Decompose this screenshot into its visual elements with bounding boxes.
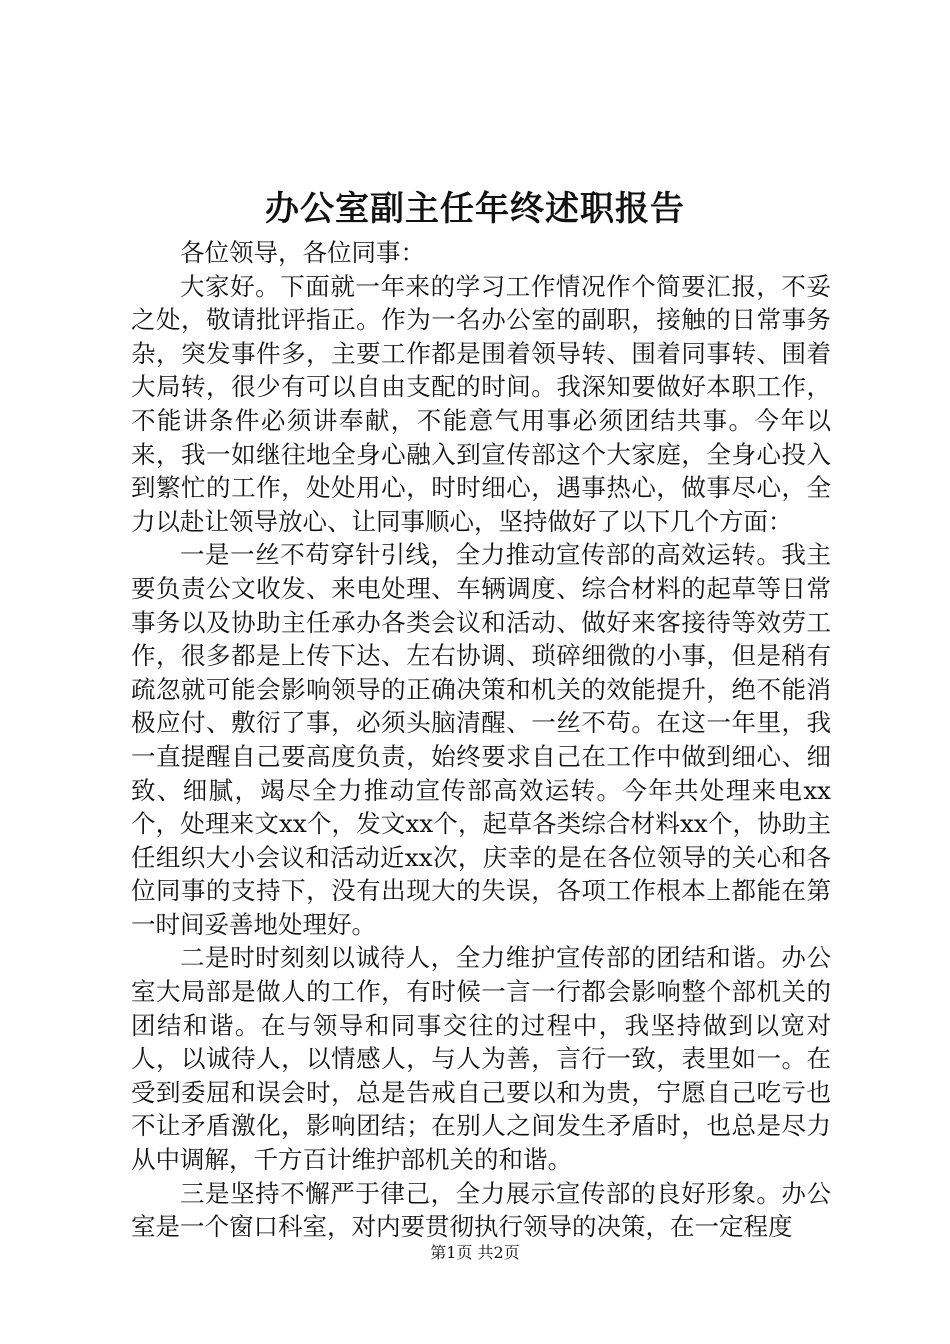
body-paragraph: 二是时时刻刻以诚待人，全力维护宣传部的团结和谐。办公室大局部是做人的工作，有时候一言一行都会影响整个部机关的团结和谐。在与领导和同事交往的过程中，我坚持做到以宽对人，以诚待人，以情感人，与人为善，言行一致，表里如一。在受到委屈和误会时，总是告戒自己要以和为贵，宁愿自己吃亏也不让矛盾激化，影响团结；在别人之间发生矛盾时，也总是尽力从中调解，千方百计维护部机关的和谐。 [131,943,831,1175]
body-paragraph: 三是坚持不懈严于律己，全力展示宣传部的良好形象。办公室是一个窗口科室，对内要贯彻执行领导的决策，在一定程度 [131,1178,831,1242]
document-title: 办公室副主任年终述职报告 [265,189,685,229]
body-paragraph: 一是一丝不苟穿针引线，全力推动宣传部的高效运转。我主要负责公文收发、来电处理、车辆调度、综合材料的起草等日常事务以及协助主任承办各类会议和活动、做好来客接待等效劳工作，很多都是上传下达、左右协调、琐碎细微的小事，但是稍有疏忽就可能会影响领导的正确决策和机关的效能提升，绝不能消极应付、敷衍了事，必须头脑清醒、一丝不苟。在这一年里，我一直提醒自己要高度负责，始终要求自己在工作中做到细心、细致、细腻，竭尽全力推动宣传部高效运转。今年共处理来电xx个，处理来文xx个，发文xx个，起草各类综合材料xx个，协助主任组织大小会议和活动近xx次，庆幸的是在各位领导的关心和各位同事的支持下，没有出现大的失误，各项工作根本上都能在第一时间妥善地处理好。 [131,540,831,939]
document-body [131,236,831,1244]
salutation-paragraph: 各位领导，各位同事： [180,238,425,267]
page-footer: 第1页 共2页 [430,1243,520,1262]
body-paragraph: 大家好。下面就一年来的学习工作情况作个简要汇报，不妥之处，敬请批评指正。作为一名办公室的副职，接触的日常事务杂，突发事件多，主要工作都是围着领导转、围着同事转、围着大局转，很少有可以自由支配的时间。我深知要做好本职工作，不能讲条件必须讲奉献，不能意气用事必须团结共事。今年以来，我一如继往地全身心融入到宣传部这个大家庭，全身心投入到繁忙的工作，处处用心，时时细心，遇事热心，做事尽心，全力以赴让领导放心、让同事顺心，坚持做好了以下几个方面： [131,271,831,536]
